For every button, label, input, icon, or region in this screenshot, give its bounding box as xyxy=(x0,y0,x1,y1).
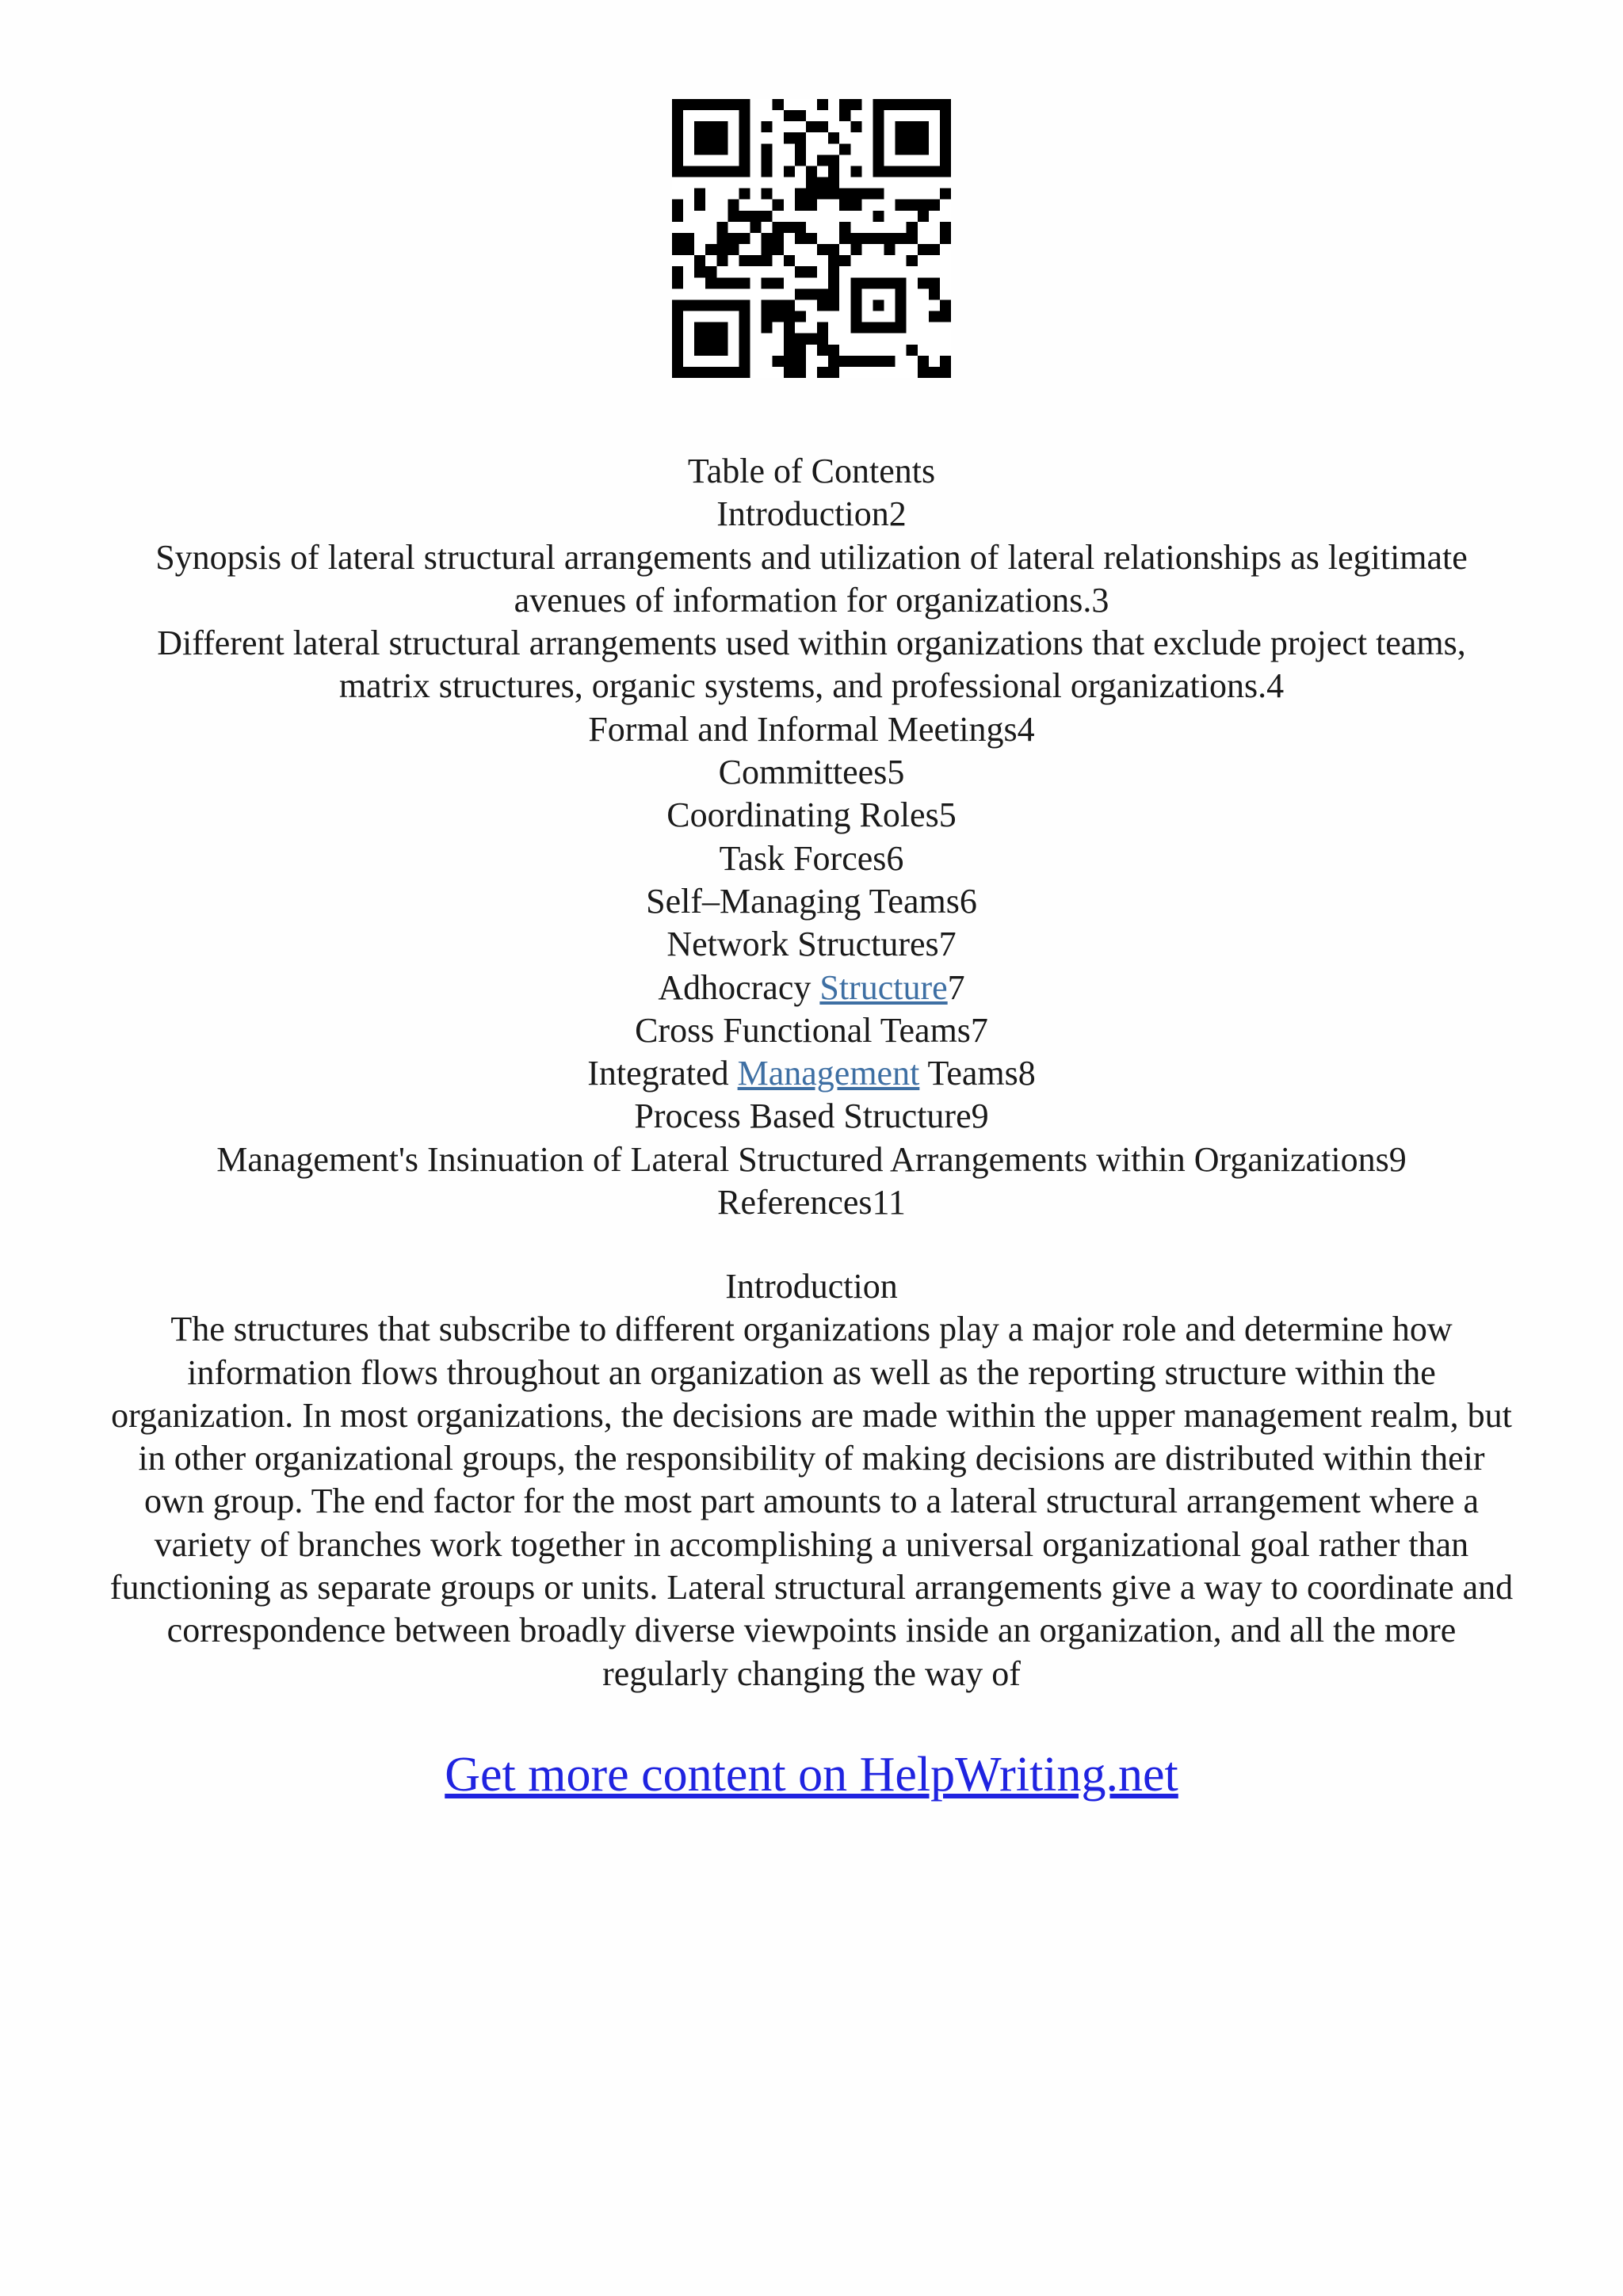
intro-text-line: correspondence between broadly diverse viewpoints inside an organization, and all the more xyxy=(166,1611,1457,1650)
intro-text-line: variety of branches work together in accomplishing a universal organizational goal rather than xyxy=(154,1524,1469,1564)
intro-text-line: The structures that subscribe to different organizations play a major role and determine how xyxy=(170,1310,1453,1349)
toc-entry-self-managing-teams: Self–Managing Teams6 xyxy=(646,881,977,921)
toc-text: Teams8 xyxy=(919,1054,1036,1093)
introduction-section xyxy=(48,1265,1575,1695)
toc-entry-coordinating-roles: Coordinating Roles5 xyxy=(666,795,957,835)
toc-entry-different-line-2: matrix structures, organic systems, and professional organizations.4 xyxy=(338,666,1285,706)
toc-entry-meetings: Formal and Informal Meetings4 xyxy=(588,709,1035,749)
intro-text-line: regularly changing the way of xyxy=(602,1653,1021,1693)
toc-entry-different-line-1: Different lateral structural arrangements used within organizations that exclude project teams, xyxy=(157,624,1466,663)
intro-text-line: in other organizational groups, the responsibility of making decisions are distributed within their xyxy=(138,1439,1485,1478)
management-link[interactable]: Management xyxy=(737,1054,920,1093)
toc-entry-integrated-management xyxy=(48,1052,1575,1095)
cta-container xyxy=(0,1743,1623,1806)
toc-page-number: 7 xyxy=(947,967,965,1007)
toc-entry-insinuation: Management's Insinuation of Lateral Structured Arrangements within Organizations9 xyxy=(216,1139,1407,1179)
helpwriting-link[interactable]: Get more content on HelpWriting.net xyxy=(445,1748,1178,1802)
toc-entry-adhocracy xyxy=(48,967,1575,1009)
toc-heading: Table of Contents xyxy=(687,452,936,490)
toc-entry-introduction: Introduction2 xyxy=(716,494,907,534)
introduction-heading: Introduction xyxy=(725,1267,898,1306)
toc-text: Integrated xyxy=(587,1054,738,1093)
intro-text-line: organization. In most organizations, the decisions are made within the upper management realm, but xyxy=(111,1395,1512,1435)
toc-text: Adhocracy xyxy=(658,967,820,1007)
toc-entry-synopsis-line-1: Synopsis of lateral structural arrangements and utilization of lateral relationships as legitimate xyxy=(155,537,1468,577)
toc-entry-network-structures: Network Structures7 xyxy=(666,925,957,964)
table-of-contents xyxy=(48,450,1575,1224)
qr-code-icon[interactable] xyxy=(672,99,951,378)
toc-entry-synopsis-line-2: avenues of information for organizations.3 xyxy=(514,580,1109,620)
intro-text-line: information flows throughout an organization as well as the reporting structure within the xyxy=(187,1352,1436,1392)
intro-text-line: own group. The end factor for the most part amounts to a lateral structural arrangement where a xyxy=(143,1482,1479,1521)
toc-entry-references: References11 xyxy=(717,1183,906,1222)
toc-entry-committees: Committees5 xyxy=(718,753,905,792)
structure-link[interactable]: Structure xyxy=(819,967,948,1007)
toc-entry-process-based: Process Based Structure9 xyxy=(634,1097,989,1136)
intro-text-line: functioning as separate groups or units. Lateral structural arrangements give a way to coordinate and xyxy=(109,1568,1514,1608)
toc-entry-task-forces: Task Forces6 xyxy=(719,838,904,878)
toc-entry-cross-functional-teams: Cross Functional Teams7 xyxy=(635,1010,988,1050)
